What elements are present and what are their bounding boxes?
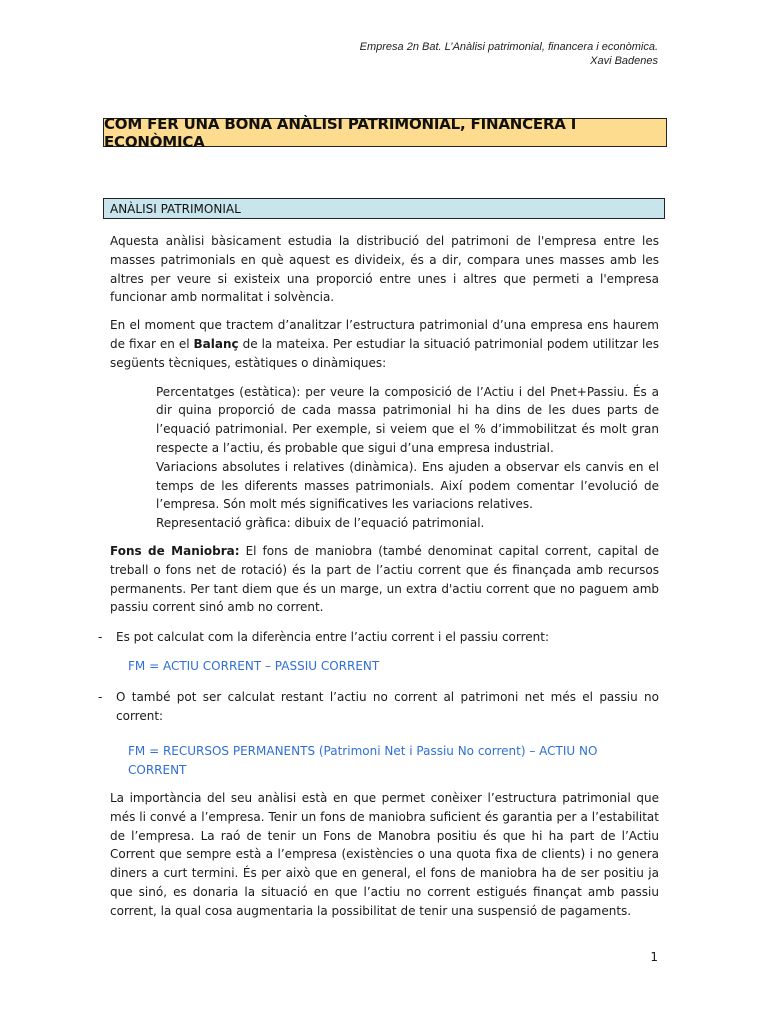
bullet-dash: - (98, 630, 103, 645)
intro-paragraph: Aquesta anàlisi bàsicament estudia la distribució del patrimoni de l'empresa entre les masses patrimonials en què aquest es divideix, és a dir, compara unes masses amb les altres per veure si existeix una proporció entre unes i altres que permeti a l'empresa funcionar amb normalitat i solvència. (110, 234, 659, 305)
bullet-text: Es pot calculat com la diferència entre l’actiu corrent i el passiu corrent: (116, 630, 550, 645)
fons-maniobra-paragraph (110, 542, 659, 617)
technique-item: Representació gràfica: dibuix de l’equació patrimonial. (156, 516, 485, 531)
page-number: 1 (650, 950, 658, 964)
formula-1: FM = ACTIU CORRENT – PASSIU CORRENT (128, 658, 380, 673)
header-course-line: Empresa 2n Bat. L’Anàlisi patrimonial, financera i econòmica. (359, 41, 658, 53)
bullet-item-1 (98, 628, 659, 647)
bullet-item-2 (98, 688, 659, 726)
balance-paragraph (110, 316, 659, 372)
document-title: COM FER UNA BONA ANÀLISI PATRIMONIAL, FINANCERA I ECONÒMICA (103, 118, 667, 147)
technique-item: Percentatges (estàtica): per veure la composició de l’Actiu i del Pnet+Passiu. És a dir quina proporció de cada massa patrimonial hi ha dins de les dues parts de l’equació patrimonial. Per exemple, si veiem que el % d’immobilitzat és molt gran respecte a l’actiu, és probable que sigui d’una empresa industrial. (156, 384, 659, 455)
techniques-list (156, 383, 659, 533)
technique-item: Variacions absolutes i relatives (dinàmica). Ens ajuden a observar els canvis en el temps de les diferents masses patrimonials. Així podem comentar l’evolució de l’empresa. Són molt més significatives les variacions relatives. (156, 459, 659, 512)
importance-paragraph: La importància del seu anàlisi està en que permet conèixer l’estructura patrimonial que més li convé a l’empresa. Tenir un fons de maniobra suficient és garantia per a l’estabilitat de l’empresa. La raó de tenir un Fons de Manobra positiu és que hi ha part de l’Actiu Corrent que sempre està a l’empresa (existències o una quota fixa de clients) i no genera diners a curt termini. És per això que en general, el fons de maniobra ha de ser positiu ja que sinó, es donaria la situació en que l’actiu no corrent estigués finançat amb passiu corrent, la qual cosa augmentaria la possibilitat de tenir una suspensió de pagaments. (110, 790, 659, 918)
balance-text-after: de la mateixa. Per estudiar la situació patrimonial podem utilitzar les següents tècniques, estàtiques o dinàmiques: (110, 336, 659, 370)
fons-maniobra-definition: El fons de maniobra (també denominat capital corrent, capital de treball o fons net de rotació) és la part de l’actiu corrent que és finançada amb recursos permanents. Per tant diem que és un marge, un extra d'actiu corrent que no paguem amb passiu corrent sinó amb no corrent. (110, 543, 659, 615)
section-heading: ANÀLISI PATRIMONIAL (103, 198, 665, 219)
bullet-dash: - (98, 689, 103, 704)
balance-text-before: En el moment que tractem d’analitzar l’estructura patrimonial d’una empresa ens haurem de fixar en el (110, 318, 659, 351)
page-header (360, 40, 658, 68)
header-author: Xavi Badenes (590, 55, 658, 67)
balance-bold-term: Balanç (193, 336, 239, 351)
fons-maniobra-term: Fons de Maniobra: (110, 543, 240, 558)
document-body (98, 232, 659, 921)
bullet-text: O també pot ser calculat restant l’actiu no corrent al patrimoni net més el passiu no corrent: (116, 689, 659, 723)
formula-2: FM = RECURSOS PERMANENTS (Patrimoni Net i Passiu No corrent) – ACTIU NO CORRENT (128, 744, 598, 778)
